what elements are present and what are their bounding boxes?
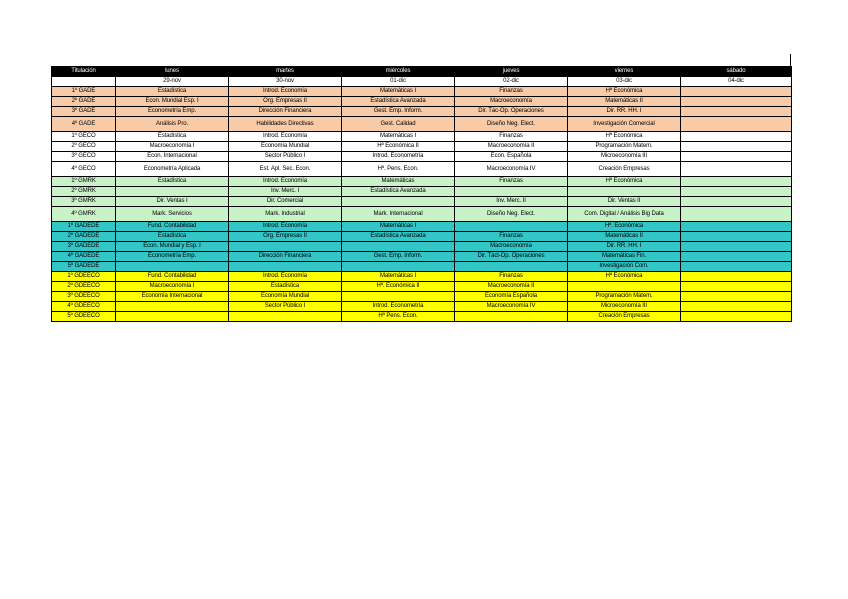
subject-cell: Introd. Economía	[229, 132, 342, 142]
subject-cell: Finanzas	[455, 132, 568, 142]
subject-cell: Estadística Avanzada	[342, 232, 455, 242]
subject-cell	[229, 262, 342, 272]
group-label: 2º GADE	[52, 97, 116, 107]
group-label: 1º GMRK	[52, 177, 116, 187]
subject-cell	[681, 177, 792, 187]
subject-cell: Com. Digital / Análisis Big Data	[568, 207, 681, 222]
schedule-row	[52, 292, 792, 302]
group-label: 4º GDEECO	[52, 302, 116, 312]
group-label: 3º GADEDE	[52, 242, 116, 252]
subject-cell	[681, 207, 792, 222]
group-label: 3º GDEECO	[52, 292, 116, 302]
subject-cell	[681, 262, 792, 272]
subject-cell: Investigación Comercial	[568, 117, 681, 132]
subject-cell: Dirección Financiera	[229, 107, 342, 117]
subject-cell: Introd. Economía	[229, 272, 342, 282]
subject-cell	[681, 232, 792, 242]
subject-cell: Finanzas	[455, 177, 568, 187]
schedule-row	[52, 197, 792, 207]
subject-cell: Dir. Táct-Op. Operaciones	[455, 252, 568, 262]
subject-cell: Org. Empresas II	[229, 232, 342, 242]
subject-cell: Gest. Emp. Inform.	[342, 252, 455, 262]
subject-cell: Matemáticas I	[342, 272, 455, 282]
subject-cell: Hª Económica	[568, 87, 681, 97]
subject-cell: Hª Económica	[568, 132, 681, 142]
group-label: 2º GADEDE	[52, 232, 116, 242]
subject-cell: Macroeconomía II	[455, 142, 568, 152]
subject-cell: Econometría Aplicada	[116, 162, 229, 177]
subject-cell: Introd. Economía	[229, 177, 342, 187]
header-date: 30-nov	[229, 77, 342, 87]
schedule-row	[52, 207, 792, 222]
group-label: 2º GECO	[52, 142, 116, 152]
subject-cell: Programación Matem.	[568, 142, 681, 152]
subject-cell	[681, 272, 792, 282]
group-label: 3º GADE	[52, 107, 116, 117]
subject-cell: Estadística	[116, 177, 229, 187]
schedule-row	[52, 272, 792, 282]
subject-cell	[681, 197, 792, 207]
subject-cell	[229, 242, 342, 252]
subject-cell: Finanzas	[455, 87, 568, 97]
schedule-row	[52, 262, 792, 272]
subject-cell: Estadística	[229, 282, 342, 292]
subject-cell	[455, 222, 568, 232]
subject-cell: Economía Mundial	[229, 142, 342, 152]
schedule-row	[52, 107, 792, 117]
subject-cell: Dir. Comercial	[229, 197, 342, 207]
subject-cell: Matemáticas I	[342, 87, 455, 97]
group-label: 1º GADE	[52, 87, 116, 97]
subject-cell	[455, 262, 568, 272]
day-header-row	[52, 67, 792, 77]
subject-cell	[116, 302, 229, 312]
subject-cell: Sector Público I	[229, 152, 342, 162]
subject-cell: Diseño Neg. Elect.	[455, 207, 568, 222]
group-label: 2º GDEECO	[52, 282, 116, 292]
subject-cell	[568, 282, 681, 292]
subject-cell: Macroeconomía IV	[455, 162, 568, 177]
subject-cell	[455, 187, 568, 197]
subject-cell: Dir. RR. HH. I	[568, 242, 681, 252]
subject-cell	[681, 142, 792, 152]
schedule-row	[52, 132, 792, 142]
date-header-row	[52, 77, 792, 87]
group-label: 4º GMRK	[52, 207, 116, 222]
schedule-row	[52, 117, 792, 132]
schedule-row	[52, 187, 792, 197]
subject-cell	[681, 132, 792, 142]
group-label: 5º GADEDE	[52, 262, 116, 272]
schedule-row	[52, 242, 792, 252]
subject-cell: Dirección Financiera	[229, 252, 342, 262]
subject-cell: Econ. Española	[455, 152, 568, 162]
subject-cell	[681, 302, 792, 312]
subject-cell: Hª Económica II	[342, 142, 455, 152]
subject-cell	[681, 252, 792, 262]
schedule-row	[52, 312, 792, 322]
schedule-row	[52, 177, 792, 187]
subject-cell: Macroeconomía II	[455, 282, 568, 292]
schedule-row	[52, 232, 792, 242]
subject-cell: Econ. Mundial y Esp. I	[116, 242, 229, 252]
subject-cell: Econometría Emp.	[116, 107, 229, 117]
subject-cell	[116, 187, 229, 197]
subject-cell: Investigación Com.	[568, 262, 681, 272]
header-day: jueves	[455, 67, 568, 77]
group-label: 3º GMRK	[52, 197, 116, 207]
group-label: 5º GDEECO	[52, 312, 116, 322]
subject-cell: Microeconomía III	[568, 152, 681, 162]
group-label: 2º GMRK	[52, 187, 116, 197]
subject-cell: Estadística Avanzada	[342, 187, 455, 197]
subject-cell	[229, 312, 342, 322]
subject-cell	[455, 312, 568, 322]
subject-cell: Hª. Económica II	[342, 282, 455, 292]
vertical-rule	[790, 54, 791, 66]
group-label: 3º GECO	[52, 152, 116, 162]
group-label: 1º GECO	[52, 132, 116, 142]
subject-cell	[342, 197, 455, 207]
header-titulacion: Titulación	[52, 67, 116, 77]
subject-cell: Finanzas	[455, 272, 568, 282]
subject-cell: Macroeconomía	[455, 242, 568, 252]
subject-cell: Econ. Internacional	[116, 152, 229, 162]
subject-cell: Estadística Avanzada	[342, 97, 455, 107]
subject-cell: Org. Empresas II	[229, 97, 342, 107]
subject-cell: Macroeconomía I	[116, 142, 229, 152]
subject-cell: Economía Internacional	[116, 292, 229, 302]
subject-cell: Hª Económica	[568, 272, 681, 282]
schedule-row	[52, 282, 792, 292]
subject-cell: Introd. Economía	[229, 222, 342, 232]
subject-cell	[681, 97, 792, 107]
exam-schedule-table	[51, 66, 792, 322]
header-empty	[52, 77, 116, 87]
subject-cell: Inv. Merc. II	[455, 197, 568, 207]
header-day: martes	[229, 67, 342, 77]
group-label: 4º GADEDE	[52, 252, 116, 262]
subject-cell	[342, 242, 455, 252]
subject-cell	[681, 282, 792, 292]
subject-cell: Diseño Neg. Elect.	[455, 117, 568, 132]
header-day: lunes	[116, 67, 229, 77]
schedule-row	[52, 252, 792, 262]
header-date: 01-dic	[342, 77, 455, 87]
subject-cell	[681, 162, 792, 177]
subject-cell	[681, 152, 792, 162]
header-day: sábado	[681, 67, 792, 77]
subject-cell: Macroeconomía I	[116, 282, 229, 292]
subject-cell	[681, 292, 792, 302]
schedule-row	[52, 302, 792, 312]
schedule-row	[52, 97, 792, 107]
subject-cell: Macroeconomía IV	[455, 302, 568, 312]
subject-cell: Microeconomía III	[568, 302, 681, 312]
subject-cell: Hª. Económica	[568, 222, 681, 232]
subject-cell	[681, 312, 792, 322]
subject-cell: Matemáticas I	[342, 132, 455, 142]
subject-cell: Hª Económica	[568, 177, 681, 187]
subject-cell	[116, 262, 229, 272]
subject-cell: Estadística	[116, 232, 229, 242]
subject-cell	[681, 187, 792, 197]
subject-cell: Mark. Servicios	[116, 207, 229, 222]
subject-cell: Mark. Industrial	[229, 207, 342, 222]
subject-cell: Economía Mundial	[229, 292, 342, 302]
header-date: 29-nov	[116, 77, 229, 87]
subject-cell	[342, 292, 455, 302]
group-label: 4º GADE	[52, 117, 116, 132]
group-label: 1º GDEECO	[52, 272, 116, 282]
schedule-row	[52, 162, 792, 177]
subject-cell	[568, 187, 681, 197]
subject-cell	[681, 222, 792, 232]
subject-cell: Inv. Merc. I	[229, 187, 342, 197]
subject-cell: Fund. Contabilidad	[116, 272, 229, 282]
header-date: 03-dic	[568, 77, 681, 87]
subject-cell: Introd. Economía	[229, 87, 342, 97]
subject-cell: Dir. Ventas I	[116, 197, 229, 207]
header-day: miércoles	[342, 67, 455, 77]
subject-cell	[681, 117, 792, 132]
schedule-row	[52, 87, 792, 97]
subject-cell	[681, 87, 792, 97]
subject-cell: Estadística	[116, 87, 229, 97]
subject-cell: Programación Matem.	[568, 292, 681, 302]
subject-cell: Introd. Econometría	[342, 152, 455, 162]
subject-cell: Creación Empresas	[568, 312, 681, 322]
subject-cell: Análisis Pro.	[116, 117, 229, 132]
subject-cell	[116, 312, 229, 322]
subject-cell: Econ. Mundial Esp. I	[116, 97, 229, 107]
header-day: viernes	[568, 67, 681, 77]
subject-cell	[681, 242, 792, 252]
subject-cell	[342, 262, 455, 272]
schedule-row	[52, 152, 792, 162]
header-date: 04-dic	[681, 77, 792, 87]
group-label: 4º GECO	[52, 162, 116, 177]
subject-cell: Finanzas	[455, 232, 568, 242]
subject-cell: Dir. Tác-Op. Operaciones	[455, 107, 568, 117]
subject-cell: Creación Empresas	[568, 162, 681, 177]
subject-cell: Hª Pens. Econ.	[342, 312, 455, 322]
subject-cell: Econometría Emp.	[116, 252, 229, 262]
subject-cell	[681, 107, 792, 117]
subject-cell: Habilidades Directivas	[229, 117, 342, 132]
subject-cell: Macroeconomía	[455, 97, 568, 107]
subject-cell: Est. Apl. Sec. Econ.	[229, 162, 342, 177]
subject-cell: Gest. Calidad	[342, 117, 455, 132]
header-date: 02-dic	[455, 77, 568, 87]
subject-cell: Dir. RR. HH. I	[568, 107, 681, 117]
subject-cell: Dir. Ventas II	[568, 197, 681, 207]
subject-cell: Matemáticas I	[342, 222, 455, 232]
subject-cell: Gest. Emp. Inform.	[342, 107, 455, 117]
subject-cell: Hª. Pens. Econ.	[342, 162, 455, 177]
subject-cell: Introd. Econometría	[342, 302, 455, 312]
subject-cell: Matemáticas II	[568, 97, 681, 107]
subject-cell: Matemáticas II	[568, 232, 681, 242]
schedule-row	[52, 222, 792, 232]
subject-cell: Economía Española	[455, 292, 568, 302]
schedule-row	[52, 142, 792, 152]
subject-cell: Fund. Contabilidad	[116, 222, 229, 232]
subject-cell: Matemáticas Fin.	[568, 252, 681, 262]
subject-cell: Sector Público I	[229, 302, 342, 312]
schedule-body	[52, 87, 792, 322]
subject-cell: Matemáticas	[342, 177, 455, 187]
subject-cell: Estadística	[116, 132, 229, 142]
subject-cell: Mark. Internacional	[342, 207, 455, 222]
group-label: 1º GADEDE	[52, 222, 116, 232]
